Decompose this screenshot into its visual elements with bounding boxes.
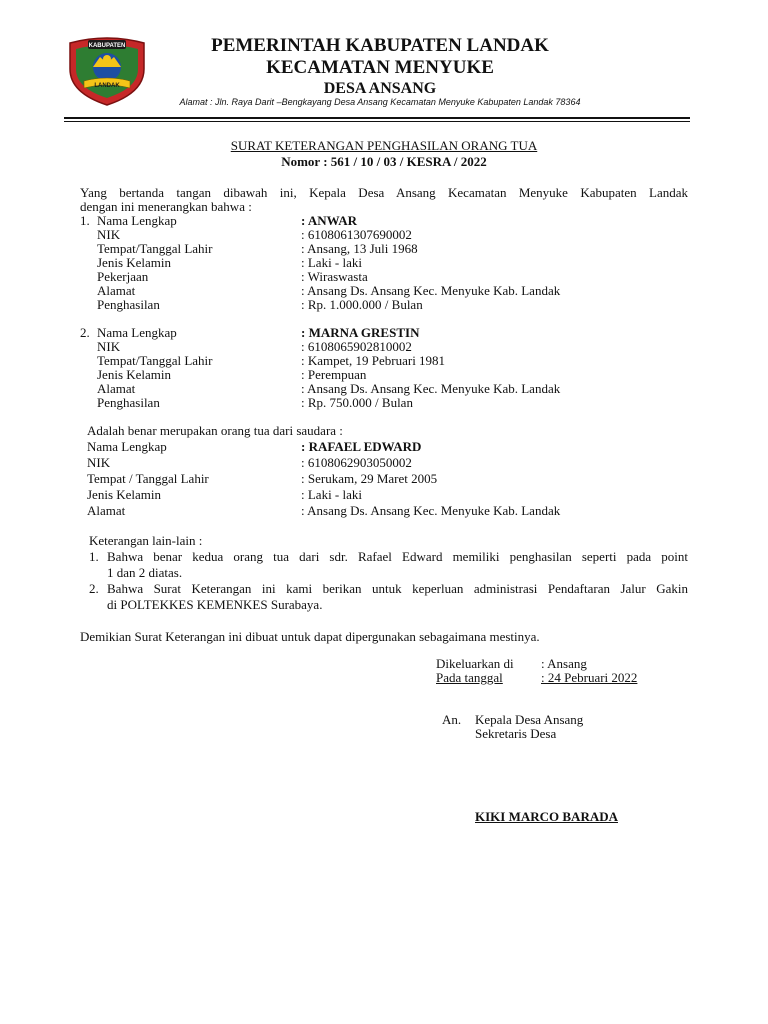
child-label-address: Alamat <box>87 503 126 518</box>
note1-number: 1. <box>89 549 99 564</box>
person1-label-birth: Tempat/Tanggal Lahir <box>97 241 213 256</box>
closing-statement: Demikian Surat Keterangan ini dibuat untuk dapat dipergunakan sebagaimana mestinya. <box>80 629 540 644</box>
signature-title2: Sekretaris Desa <box>475 726 557 741</box>
child-value-nik: : 6108062903050002 <box>301 455 412 470</box>
person2-value-name: : MARNA GRESTIN <box>301 325 420 340</box>
child-label-birth: Tempat / Tanggal Lahir <box>87 471 209 486</box>
notes-heading: Keterangan lain-lain : <box>89 533 203 548</box>
signature-an: An. <box>442 712 462 727</box>
person1-value-name: : ANWAR <box>301 213 357 228</box>
person2-label-address: Alamat <box>97 381 136 396</box>
issued-date-value: : 24 Pebruari 2022 <box>541 670 638 685</box>
header-line1: PEMERINTAH KABUPATEN LANDAK <box>211 35 549 56</box>
person2-label-gender: Jenis Kelamin <box>97 367 172 382</box>
child-value-gender: : Laki - laki <box>301 487 363 502</box>
person1-value-gender: : Laki - laki <box>301 255 363 270</box>
child-label-gender: Jenis Kelamin <box>87 487 162 502</box>
person1-label-nik: NIK <box>97 227 121 242</box>
intro-line1: Yang bertanda tangan dibawah ini, Kepala Desa Ansang Kecamatan Menyuke Kabupaten Landak <box>80 185 688 200</box>
person2-value-nik: : 6108065902810002 <box>301 339 412 354</box>
child-value-name: : RAFAEL EDWARD <box>301 439 422 454</box>
header-address: Alamat : Jln. Raya Darit –Bengkayang Desa Ansang Kecamatan Menyuke Kabupaten Landak 78364 <box>179 97 581 107</box>
child-intro: Adalah benar merupakan orang tua dari saudara : <box>87 423 343 438</box>
person2-value-gender: : Perempuan <box>301 367 367 382</box>
person2-label-income: Penghasilan <box>97 395 160 410</box>
person1-value-birth: : Ansang, 13 Juli 1968 <box>301 241 418 256</box>
note2-line1: Bahwa Surat Keterangan ini kami berikan untuk keperluan administrasi Pendaftaran Jalur Gakin <box>107 581 688 596</box>
note2-number: 2. <box>89 581 99 596</box>
person2-value-birth: : Kampet, 19 Pebruari 1981 <box>301 353 446 368</box>
person1-label-address: Alamat <box>97 283 136 298</box>
person2-value-address: : Ansang Ds. Ansang Kec. Menyuke Kab. Landak <box>301 381 561 396</box>
issued-date-label: Pada tanggal <box>436 670 503 685</box>
logo-text-top: KABUPATEN <box>88 43 126 49</box>
child-label-nik: NIK <box>87 455 111 470</box>
person1-number: 1. <box>80 213 90 228</box>
person1-value-address: : Ansang Ds. Ansang Kec. Menyuke Kab. Landak <box>301 283 561 298</box>
person1-value-nik: : 6108061307690002 <box>301 227 412 242</box>
signature-title1: Kepala Desa Ansang <box>475 712 584 727</box>
person2-label-name: Nama Lengkap <box>97 325 177 340</box>
note2-line2: di POLTEKKES KEMENKES Surabaya. <box>107 597 323 612</box>
header-line2: KECAMATAN MENYUKE <box>266 57 494 78</box>
letter-number: Nomor : 561 / 10 / 03 / KESRA / 2022 <box>281 154 487 169</box>
signatory-name: KIKI MARCO BARADA <box>475 809 618 824</box>
issued-place-value: : Ansang <box>541 656 587 671</box>
person2-label-birth: Tempat/Tanggal Lahir <box>97 353 213 368</box>
note1-line2: 1 dan 2 diatas. <box>107 565 183 580</box>
person2-value-income: : Rp. 750.000 / Bulan <box>301 395 413 410</box>
letter-title: SURAT KETERANGAN PENGHASILAN ORANG TUA <box>230 138 538 153</box>
person2-label-nik: NIK <box>97 339 121 354</box>
person1-label-income: Penghasilan <box>97 297 160 312</box>
person1-label-gender: Jenis Kelamin <box>97 255 172 270</box>
person1-value-job: : Wiraswasta <box>301 269 368 284</box>
child-value-birth: : Serukam, 29 Maret 2005 <box>301 471 438 486</box>
logo-text-bottom: LANDAK <box>94 83 120 89</box>
note1-line1: Bahwa benar kedua orang tua dari sdr. Rafael Edward memiliki penghasilan seperti pada point <box>107 549 688 564</box>
person1-label-job: Pekerjaan <box>97 269 149 284</box>
header-rule-thin <box>64 121 690 122</box>
intro-line2: dengan ini menerangkan bahwa : <box>80 199 252 214</box>
person1-value-income: : Rp. 1.000.000 / Bulan <box>301 297 423 312</box>
child-label-name: Nama Lengkap <box>87 439 167 454</box>
header-rule-thick <box>64 117 690 119</box>
person1-label-name: Nama Lengkap <box>97 213 177 228</box>
header-line3: DESA ANSANG <box>323 80 437 97</box>
child-value-address: : Ansang Ds. Ansang Kec. Menyuke Kab. Landak <box>301 503 561 518</box>
issued-place-label: Dikeluarkan di <box>436 656 514 671</box>
person2-number: 2. <box>80 325 90 340</box>
